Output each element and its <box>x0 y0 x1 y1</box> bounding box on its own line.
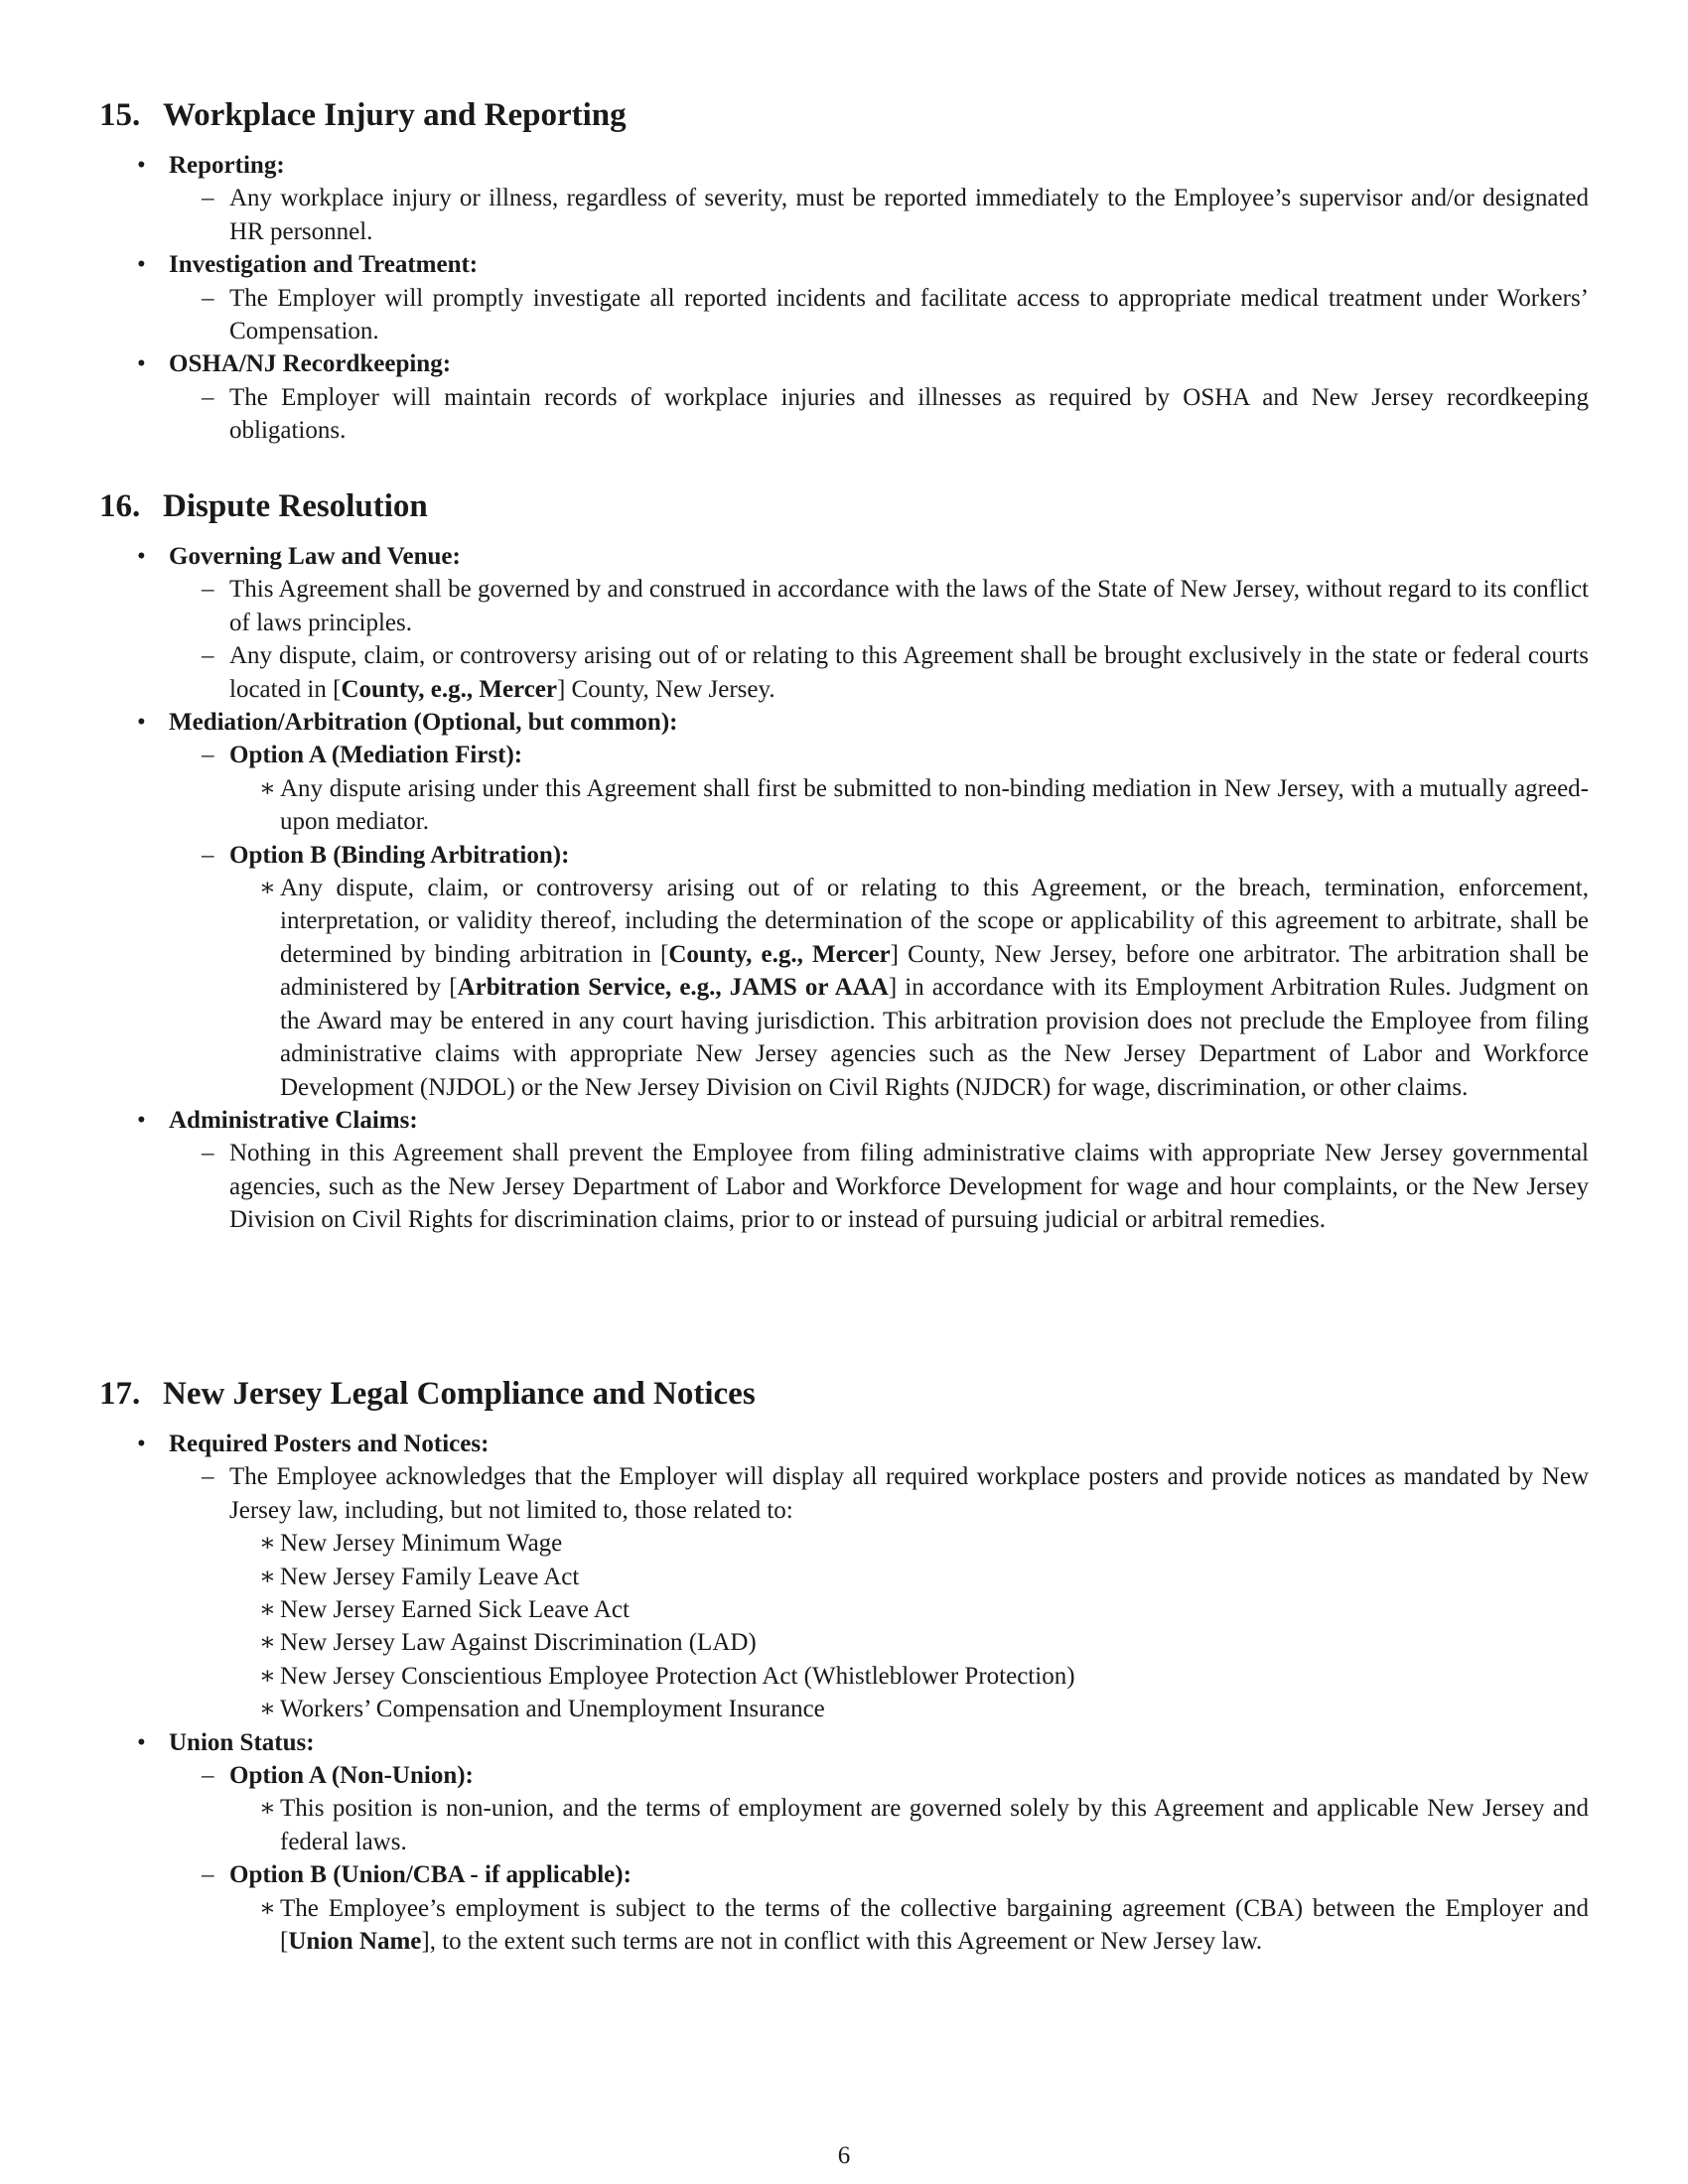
section-heading <box>99 1374 1589 1414</box>
dash-marker: – <box>202 284 214 312</box>
section-heading <box>99 486 1589 526</box>
star-marker: ∗ <box>259 1795 276 1823</box>
sub-item <box>169 1137 1589 1236</box>
sub-item <box>169 182 1589 248</box>
sub-sub-item <box>229 1792 1589 1858</box>
dash-marker: – <box>202 742 214 769</box>
option-label: Option B (Binding Arbitration): <box>229 841 570 869</box>
item-label: Mediation/Arbitration (Optional, but common): <box>169 709 678 737</box>
sub-item <box>169 1460 1589 1725</box>
sub-sub-item-text: This position is non-union, and the terms of employment are governed solely by this Agreement and applicable New Jersey and federal laws. <box>280 1795 1589 1855</box>
sub-item <box>169 573 1589 639</box>
sub-item <box>169 381 1589 448</box>
sub-sub-item <box>229 1626 1589 1659</box>
dash-marker: – <box>202 1762 214 1790</box>
sub-item <box>169 839 1589 1104</box>
option-label: Option A (Non-Union): <box>229 1762 474 1790</box>
star-marker: ∗ <box>259 1563 276 1590</box>
notice-item: New Jersey Minimum Wage <box>280 1530 563 1558</box>
section-heading <box>99 95 1589 135</box>
item-label: Required Posters and Notices: <box>169 1431 490 1457</box>
sub-sub-item-text: Any dispute, claim, or controversy arising out of or relating to this Agreement, or the breach, termination, enforcement, interpretation, or validity thereof, including the determination of the scope or applicability of this agreement to arbitrate, shall be determined by binding arbitration in [ <box>280 875 1589 968</box>
option-label: Option B (Union/CBA - if applicable): <box>229 1861 632 1889</box>
dash-marker: – <box>202 841 214 869</box>
sub-item-text: The Employer will promptly investigate all reported incidents and facilitate access to appropriate medical treatment under Workers’ Compensation. <box>229 284 1589 345</box>
list-item <box>99 540 1589 706</box>
sub-sub-item <box>229 1660 1589 1693</box>
sub-sub-item-text: ] County, New Jersey, before one arbitrator. The arbitration shall be administered by [ <box>280 940 1589 1002</box>
dash-marker: – <box>202 185 214 212</box>
item-label: Governing Law and Venue: <box>169 543 461 570</box>
item-label: Investigation and Treatment: <box>169 251 479 279</box>
placeholder-county: County, e.g., Mercer <box>668 940 891 968</box>
sub-sub-item-text: ], to the extent such terms are not in conflict with this Agreement or New Jersey law. <box>421 1928 1263 1956</box>
sub-sub-item-text: The Employee’s employment is subject to the terms of the collective bargaining agreement (CBA) between the Employer and [ <box>280 1894 1589 1956</box>
section-17-body <box>99 1428 1589 1959</box>
sub-item <box>169 1858 1589 1958</box>
section-title: Workplace Injury and Reporting <box>163 97 627 133</box>
star-marker: ∗ <box>259 774 276 802</box>
list-item <box>99 1428 1589 1726</box>
item-label: Union Status: <box>169 1728 315 1756</box>
placeholder-arbitration-service: Arbitration Service, e.g., JAMS or AAA <box>457 974 889 1002</box>
notice-item: New Jersey Family Leave Act <box>280 1563 580 1590</box>
sub-sub-item <box>229 772 1589 839</box>
star-marker: ∗ <box>259 1662 276 1690</box>
list-item <box>99 347 1589 447</box>
sub-item-text: Any dispute, claim, or controversy arising out of or relating to this Agreement shall be brought exclusively in the state or federal courts located in [ <box>229 642 1589 703</box>
sub-item <box>169 739 1589 838</box>
item-label: Reporting: <box>169 152 285 179</box>
option-label: Option A (Mediation First): <box>229 742 523 769</box>
section-number: 17. <box>99 1376 141 1412</box>
sub-sub-item <box>229 1561 1589 1593</box>
dash-marker: – <box>202 642 214 670</box>
sub-sub-item-text: ] in accordance with its Employment Arbitration Rules. Judgment on the Award may be entered in any court having jurisdiction. This arbitration provision does not preclude the Employee from filing administrative claims with appropriate New Jersey agencies such as the New Jersey Department of Labor and Workforce Development (NJDOL) or the New Jersey Division on Civil Rights (NJDCR) for wage, discrimination, or other claims. <box>280 974 1589 1101</box>
star-marker: ∗ <box>259 875 276 902</box>
sub-item <box>169 282 1589 348</box>
sub-item-text: The Employer will maintain records of workplace injuries and illnesses as required by OSHA and New Jersey recordkeeping obligations. <box>229 383 1589 445</box>
sub-item-text: Any workplace injury or illness, regardless of severity, must be reported immediately to the Employee’s supervisor and/or designated HR personnel. <box>229 185 1589 245</box>
notice-item: Workers’ Compensation and Unemployment Insurance <box>280 1696 825 1723</box>
sub-sub-item <box>229 1527 1589 1560</box>
bullet-marker: • <box>137 709 146 737</box>
list-item <box>99 149 1589 248</box>
list-item <box>99 1104 1589 1237</box>
dash-marker: – <box>202 1463 214 1491</box>
section-number: 15. <box>99 97 141 133</box>
sub-item-text: The Employee acknowledges that the Employer will display all required workplace posters and provide notices as mandated by New Jersey law, including, but not limited to, those related to: <box>229 1463 1589 1524</box>
star-marker: ∗ <box>259 1894 276 1922</box>
sub-item-text: Nothing in this Agreement shall prevent the Employee from filing administrative claims with appropriate New Jersey governmental agencies, such as the New Jersey Department of Labor and Workforce Development for wage and hour complaints, or the New Jersey Division on Civil Rights for discrimination claims, prior to or instead of pursuing judicial or arbitral remedies. <box>229 1140 1589 1234</box>
sub-sub-item <box>229 1693 1589 1725</box>
section-number: 16. <box>99 488 141 524</box>
section-15-body <box>99 149 1589 448</box>
bullet-marker: • <box>137 152 146 179</box>
sub-sub-item <box>229 1593 1589 1626</box>
list-item <box>99 248 1589 347</box>
placeholder-union-name: Union Name <box>288 1928 422 1956</box>
star-marker: ∗ <box>259 1629 276 1657</box>
bullet-marker: • <box>137 1431 146 1457</box>
sub-sub-item <box>229 872 1589 1104</box>
page-number: 6 <box>837 2142 851 2169</box>
bullet-marker: • <box>137 543 146 570</box>
dash-marker: – <box>202 383 214 411</box>
sub-sub-item-text: Any dispute arising under this Agreement shall first be submitted to non-binding mediation in New Jersey, with a mutually agreed-upon mediator. <box>280 774 1589 836</box>
placeholder-county: County, e.g., Mercer <box>341 675 557 703</box>
sub-item-text: This Agreement shall be governed by and construed in accordance with the laws of the State of New Jersey, without regard to its conflict of laws principles. <box>229 576 1589 636</box>
star-marker: ∗ <box>259 1530 276 1558</box>
section-16-body <box>99 540 1589 1237</box>
dash-marker: – <box>202 1140 214 1167</box>
item-label: OSHA/NJ Recordkeeping: <box>169 350 452 378</box>
notice-item: New Jersey Law Against Discrimination (LAD) <box>280 1629 757 1657</box>
bullet-marker: • <box>137 1106 146 1134</box>
bullet-marker: • <box>137 251 146 279</box>
notice-item: New Jersey Conscientious Employee Protection Act (Whistleblower Protection) <box>280 1662 1075 1690</box>
list-item <box>99 1726 1589 1959</box>
section-title: New Jersey Legal Compliance and Notices <box>163 1376 756 1412</box>
star-marker: ∗ <box>259 1596 276 1624</box>
sub-item-text: ] County, New Jersey. <box>556 675 775 703</box>
sub-item <box>169 639 1589 706</box>
list-item <box>99 706 1589 1104</box>
bullet-marker: • <box>137 1728 146 1756</box>
dash-marker: – <box>202 576 214 604</box>
section-title: Dispute Resolution <box>163 488 428 524</box>
item-label: Administrative Claims: <box>169 1106 418 1134</box>
bullet-marker: • <box>137 350 146 378</box>
dash-marker: – <box>202 1861 214 1889</box>
notice-item: New Jersey Earned Sick Leave Act <box>280 1596 630 1624</box>
sub-sub-item <box>229 1892 1589 1959</box>
star-marker: ∗ <box>259 1696 276 1723</box>
sub-item <box>169 1759 1589 1858</box>
